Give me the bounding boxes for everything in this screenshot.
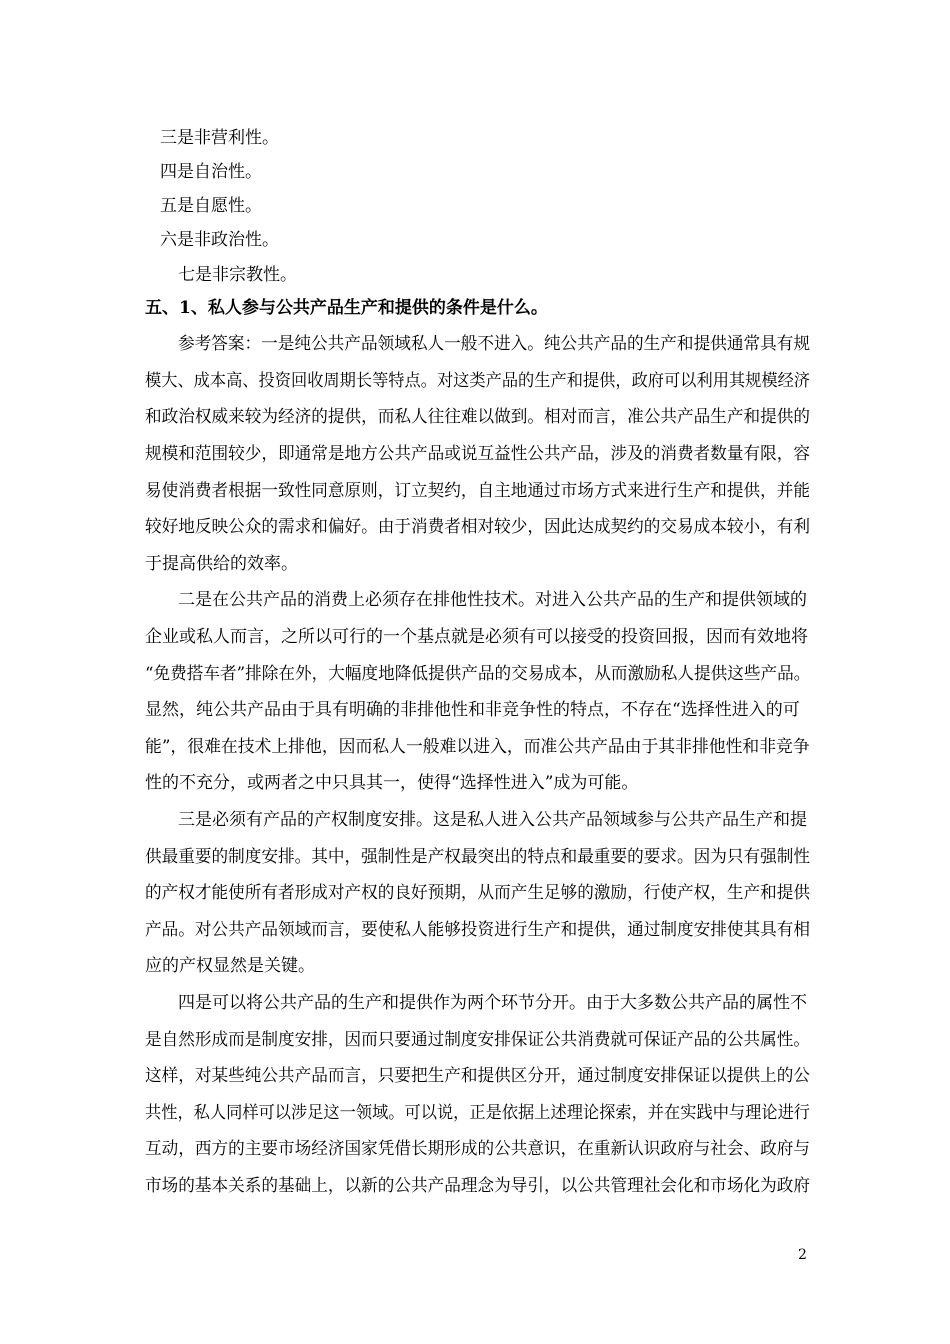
question-heading: 五、1、私人参与公共产品生产和提供的条件是什么。 xyxy=(145,298,548,318)
text-line: 模大、成本高、投资回收周期长等特点。对这类产品的生产和提供，政府可以利用其规模经济 xyxy=(145,371,811,391)
text-line: 性的不充分，或两者之中只具其一，使得“选择性进入”成为可能。 xyxy=(145,773,639,793)
text-line: 规模和范围较少，即通常是地方公共产品或说互益性公共产品，涉及的消费者数量有限，容 xyxy=(145,444,810,464)
text-line: 三是必须有产品的产权制度安排。这是私人进入公共产品领域参与公共产品生产和提 xyxy=(178,810,807,830)
list-item: 六是非政治性。 xyxy=(160,230,279,250)
text-line: 供最重要的制度安排。其中，强制性是产权最突出的特点和最重要的要求。因为只有强制性 xyxy=(145,847,810,867)
page-number: 2 xyxy=(798,1247,807,1263)
list-item: 三是非营利性。 xyxy=(160,128,279,148)
text-line: 市场的基本关系的基础上，以新的公共产品理念为导引，以公共管理社会化和市场化为政府 xyxy=(145,1176,810,1196)
text-line: 显然，纯公共产品由于具有明确的非排他性和非竞争性的特点，不存在“选择性进入的可 xyxy=(145,700,800,720)
list-item: 七是非宗教性。 xyxy=(178,265,297,285)
list-item: 四是自治性。 xyxy=(160,162,262,182)
text-line: “免费搭车者”排除在外，大幅度地降低提供产品的交易成本，从而激励私人提供这些产品。 xyxy=(145,664,811,684)
list-item: 五是自愿性。 xyxy=(160,196,262,216)
text-line: 能”，很难在技术上排他，因而私人一般难以进入，而准公共产品由于其非排他性和非竞争 xyxy=(145,737,810,757)
text-line: 参考答案：一是纯公共产品领域私人一般不进入。纯公共产品的生产和提供通常具有规 xyxy=(178,334,810,354)
text-line: 和政治权威来较为经济的提供，而私人往往难以做到。相对而言，准公共产品生产和提供的 xyxy=(145,407,810,427)
text-line: 共性，私人同样可以涉足这一领域。可以说，正是依据上述理论探索，并在实践中与理论进行 xyxy=(145,1103,811,1123)
text-line: 的产权才能使所有者形成对产权的良好预期，从而产生足够的激励，行使产权，生产和提供 xyxy=(145,883,810,903)
text-line: 四是可以将公共产品的生产和提供作为两个环节分开。由于大多数公共产品的属性不 xyxy=(178,993,807,1013)
text-line: 互动，西方的主要市场经济国家凭借长期形成的公共意识，在重新认识政府与社会、政府与 xyxy=(145,1139,810,1159)
text-line: 应的产权显然是关键。 xyxy=(145,956,315,976)
text-line: 较好地反映公众的需求和偏好。由于消费者相对较少，因此达成契约的交易成本较小，有利 xyxy=(145,517,810,537)
text-line: 产品。对公共产品领域而言，要使私人能够投资进行生产和提供，通过制度安排使其具有相 xyxy=(145,920,810,940)
text-line: 二是在公共产品的消费上必须存在排他性技术。对进入公共产品的生产和提供领域的 xyxy=(178,590,807,610)
text-line: 于提高供给的效率。 xyxy=(145,554,298,574)
text-line: 易使消费者根据一致性同意原则，订立契约，自主地通过市场方式来进行生产和提供，并能 xyxy=(145,481,810,501)
text-line: 企业或私人而言，之所以可行的一个基点就是必须有可以接受的投资回报，因而有效地将 xyxy=(145,627,808,647)
text-line: 是自然形成而是制度安排，因而只要通过制度安排保证公共消费就可保证产品的公共属性。 xyxy=(145,1030,810,1050)
text-line: 这样，对某些纯公共产品而言，只要把生产和提供区分开，通过制度安排保证以提供上的公 xyxy=(145,1066,810,1086)
